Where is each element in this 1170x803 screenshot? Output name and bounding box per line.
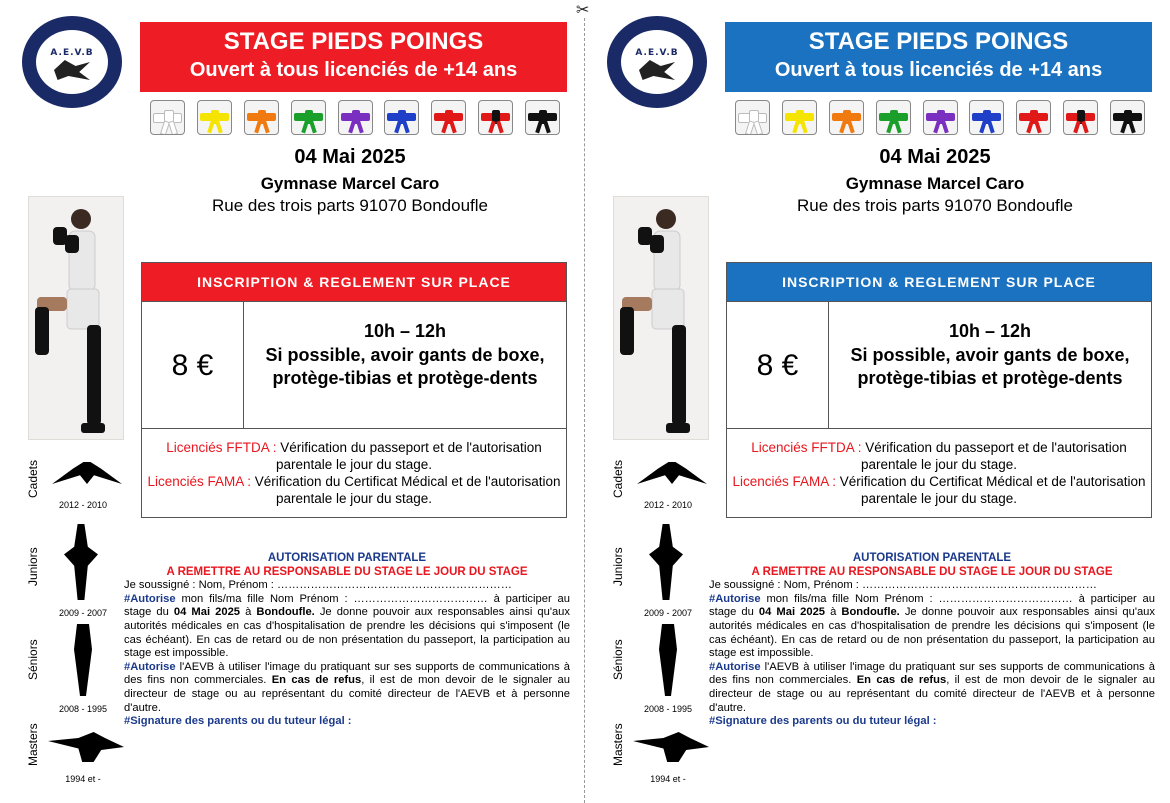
category-label: Séniors [611, 639, 625, 680]
address: Rue des trois parts 91070 Bondoufle [797, 196, 1073, 215]
category-years: 1994 et - [650, 774, 686, 784]
auth-text: à [240, 606, 257, 619]
scissors-icon: ✂ [576, 0, 590, 19]
registration-box [141, 262, 567, 518]
title-banner [725, 22, 1152, 92]
event-date: 04 Mai 2025 [294, 146, 406, 168]
parental-authorization [709, 552, 1155, 729]
auth-name-line: Je soussigné : Nom, Prénom : ……………………………………………………… [709, 579, 1097, 592]
category-label: Séniors [26, 639, 40, 680]
equipment-note: Si possible, avoir gants de boxe, protège-tibias et protège-dents [265, 344, 545, 388]
club-logo [607, 16, 707, 108]
auth-subtitle: A REMETTRE AU RESPONSABLE DU STAGE LE JOUR DU STAGE [751, 565, 1113, 578]
title: STAGE PIEDS POINGS [223, 28, 484, 55]
event-date: 04 Mai 2025 [879, 146, 991, 168]
fftda-text: Vérification du passeport et de l'autorisation parentale le jour du stage. [860, 440, 1127, 472]
auth-name-line: Je soussigné : Nom, Prénom : ……………………………………………………… [124, 579, 512, 592]
black-belt-icon [1110, 100, 1145, 135]
auth-text: Je donne pouvoir aux responsables ainsi qu'aux autorités médicales en cas d'hospitalisation de prendre les décisions qui s'imposent (le cas échéant). En cas de retard ou de non présentation du passeport, la participation au stage est impossible. [124, 606, 570, 660]
auth-body [709, 593, 1155, 661]
auth-text: l'AEVB à utiliser l'image du pratiquant sur ses supports de communications à des fins non commerciales. [124, 660, 570, 687]
registration-box [726, 262, 1152, 518]
auth-subtitle: A REMETTRE AU RESPONSABLE DU STAGE LE JOUR DU STAGE [166, 565, 528, 578]
split-silhouette-icon [637, 462, 707, 484]
session-time: 10h – 12h [948, 321, 1032, 341]
license-notes [142, 428, 566, 517]
category-years: 2008 - 1995 [643, 704, 693, 714]
blue-belt-icon [384, 100, 419, 135]
auth-body [124, 593, 570, 661]
registration-header: INSCRIPTION & REGLEMENT SUR PLACE [142, 263, 566, 301]
category-label: Cadets [26, 459, 40, 498]
session-info [244, 301, 566, 428]
club-logo [22, 16, 122, 108]
blue-belt-icon [969, 100, 1004, 135]
fighter-photo [613, 196, 709, 440]
white-belt-icon [150, 100, 185, 135]
auth-refusal: En cas de refus [271, 674, 362, 687]
title-banner [140, 22, 567, 92]
fama-text: Vérification du Certificat Médical et de l'autorisation parentale le jour du stage. [839, 474, 1146, 506]
category-label: Juniors [611, 547, 625, 586]
license-notes [727, 428, 1151, 517]
auth-text: , il est de mon devoir de le signaler au directeur de stage ou au représentant du comité directeur de l'AEVB et à personne d'autre. [709, 674, 1155, 714]
belt-row [150, 100, 560, 136]
equipment-note: Si possible, avoir gants de boxe, protège-tibias et protège-dents [850, 344, 1130, 388]
green-belt-icon [291, 100, 326, 135]
age-categories [613, 452, 713, 792]
red-belt-icon [431, 100, 466, 135]
category-years: 2009 - 2007 [58, 608, 108, 618]
auth-title: AUTORISATION PARENTALE [852, 552, 1012, 564]
logo-text: A.E.V.B [635, 48, 679, 58]
authorise-tag: #Autorise [709, 660, 761, 673]
auth-refusal: En cas de refus [856, 674, 947, 687]
category-years: 2009 - 2007 [643, 608, 693, 618]
venue: Gymnase Marcel Caro [260, 174, 440, 193]
orange-belt-icon [829, 100, 864, 135]
category-years: 2008 - 1995 [58, 704, 108, 714]
auth-text: l'AEVB à utiliser l'image du pratiquant sur ses supports de communications à des fins non commerciales. [709, 660, 1155, 687]
subtitle: Ouvert à tous licenciés de +14 ans [774, 59, 1103, 81]
signature-line: #Signature des parents ou du tuteur légal : [709, 715, 937, 728]
logo-text: A.E.V.B [50, 48, 94, 58]
side-kick-silhouette-icon [633, 732, 709, 762]
auth-image-rights [124, 661, 570, 715]
category-years: 2012 - 2010 [58, 500, 108, 510]
fama-label: Licenciés FAMA : [147, 474, 252, 489]
fighter-silhouette-icon [653, 624, 683, 696]
orange-belt-icon [244, 100, 279, 135]
parental-authorization [124, 552, 570, 729]
auth-text: , il est de mon devoir de le signaler au directeur de stage ou au représentant du comité directeur de l'AEVB et à personne d'autre. [124, 674, 570, 714]
green-belt-icon [876, 100, 911, 135]
yellow-belt-icon [197, 100, 232, 135]
flyer-right [585, 0, 1170, 803]
authorise-tag: #Autorise [124, 592, 176, 605]
category-label: Cadets [611, 459, 625, 498]
auth-title: AUTORISATION PARENTALE [267, 552, 427, 564]
auth-text: à [825, 606, 842, 619]
auth-city: Bondoufle. [256, 606, 315, 619]
price: 8 € [142, 301, 244, 428]
subtitle: Ouvert à tous licenciés de +14 ans [189, 59, 518, 81]
yellow-belt-icon [782, 100, 817, 135]
fighter-photo [28, 196, 124, 440]
red-black-belt-icon [478, 100, 513, 135]
fama-text: Vérification du Certificat Médical et de l'autorisation parentale le jour du stage. [254, 474, 561, 506]
authorise-tag: #Autorise [124, 660, 176, 673]
auth-text: mon fils/ma fille Nom Prénom : ……………………………… à participer au stage du [124, 592, 570, 619]
fftda-label: Licenciés FFTDA : [751, 440, 862, 455]
eagle-icon [54, 60, 90, 80]
category-label: Masters [26, 723, 40, 766]
age-categories [28, 452, 128, 792]
authorise-tag: #Autorise [709, 592, 761, 605]
fama-label: Licenciés FAMA : [732, 474, 837, 489]
kick-silhouette-icon [64, 524, 98, 600]
category-label: Masters [611, 723, 625, 766]
auth-image-rights [709, 661, 1155, 715]
auth-date: 04 Mai 2025 [758, 606, 826, 619]
auth-city: Bondoufle. [841, 606, 900, 619]
session-info [829, 301, 1151, 428]
price: 8 € [727, 301, 829, 428]
address: Rue des trois parts 91070 Bondoufle [212, 196, 488, 215]
belt-row [735, 100, 1145, 136]
signature-line: #Signature des parents ou du tuteur légal : [124, 715, 352, 728]
fftda-label: Licenciés FFTDA : [166, 440, 277, 455]
red-belt-icon [1016, 100, 1051, 135]
auth-text: Je donne pouvoir aux responsables ainsi qu'aux autorités médicales en cas d'hospitalisation de prendre les décisions qui s'imposent (le cas échéant). En cas de retard ou de non présentation du passeport, la participation au stage est impossible. [709, 606, 1155, 660]
side-kick-silhouette-icon [48, 732, 124, 762]
auth-text: mon fils/ma fille Nom Prénom : ……………………………… à participer au stage du [709, 592, 1155, 619]
black-belt-icon [525, 100, 560, 135]
split-silhouette-icon [52, 462, 122, 484]
red-black-belt-icon [1063, 100, 1098, 135]
fftda-text: Vérification du passeport et de l'autorisation parentale le jour du stage. [275, 440, 542, 472]
category-years: 1994 et - [65, 774, 101, 784]
category-years: 2012 - 2010 [643, 500, 693, 510]
registration-header: INSCRIPTION & REGLEMENT SUR PLACE [727, 263, 1151, 301]
fighter-silhouette-icon [68, 624, 98, 696]
purple-belt-icon [923, 100, 958, 135]
venue: Gymnase Marcel Caro [845, 174, 1025, 193]
eagle-icon [639, 60, 675, 80]
session-time: 10h – 12h [363, 321, 447, 341]
auth-date: 04 Mai 2025 [173, 606, 241, 619]
category-label: Juniors [26, 547, 40, 586]
purple-belt-icon [338, 100, 373, 135]
kick-silhouette-icon [649, 524, 683, 600]
title: STAGE PIEDS POINGS [808, 28, 1069, 55]
white-belt-icon [735, 100, 770, 135]
